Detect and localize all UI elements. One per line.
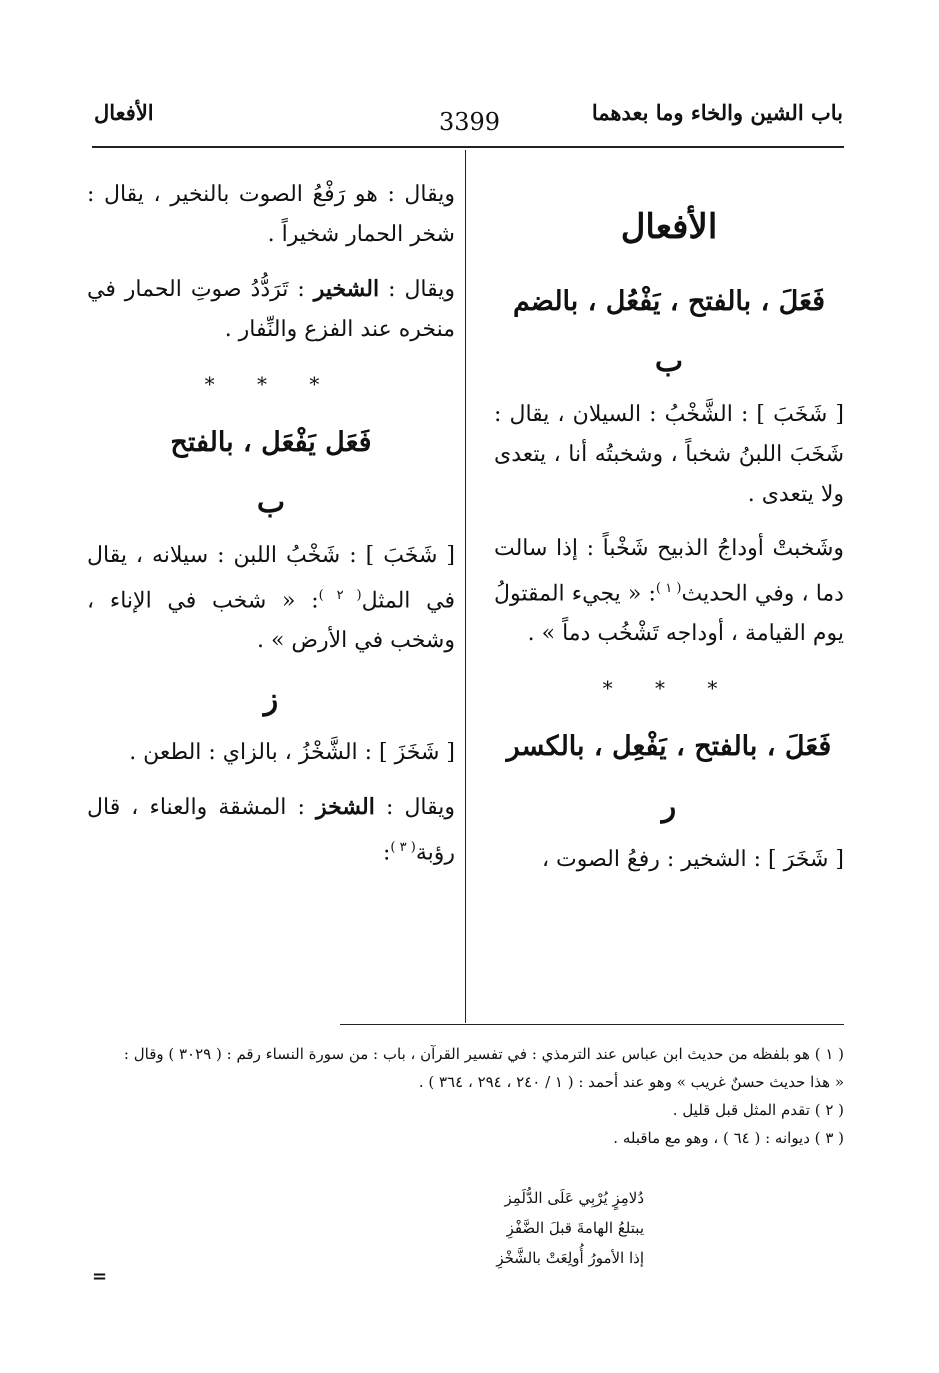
footnote-1-line-2: « هذا حديث حسنٌ غريب » وهو عند أحمد : ( ١ / ٢٤٠ ، ٢٩٤ ، ٣٦٤ ) .: [418, 1073, 844, 1091]
chapter-header: باب الشين والخاء وما بعدهما: [591, 100, 843, 125]
verse-line-1: دُلامِزٍ يُرْبِي عَلَى الدُّلَمِز: [504, 1189, 644, 1207]
column-divider: [465, 150, 466, 1023]
entry-text: وشَخبتْ أوداجُ الذبيح شَخْباً : إذا سالت دما ، وفي الحديث: [494, 536, 844, 607]
section-title-kasr: فَعَلَ ، بالفتح ، يَفْعِل ، بالكسر: [506, 731, 832, 763]
entry-text: : المشقة والعناء ، قال رؤبة: [87, 795, 455, 866]
section-separator: * * *: [204, 372, 338, 396]
end-mark: =: [92, 1266, 108, 1287]
entry-shakhb: [87, 536, 455, 661]
main-title: الأفعال: [620, 207, 718, 247]
section-separator: * * *: [602, 676, 736, 701]
entry-shakhz: [87, 787, 455, 873]
letter-heading-ba: ب: [256, 485, 286, 520]
entry-nakhir: ويقال : هو رَفْعُ الصوت بالنخير ، يقال : شخر الحمار شخيراً .: [87, 182, 455, 247]
entry-shakhaba: [ شَخَبَ ] : الشَّخْبُ : السيلان ، يقال : شَخَبَ اللبنُ شخباً ، وشخبتُه أنا ، يتعدى ولا يتعدى .: [494, 402, 844, 507]
letter-heading-ba: ب: [654, 344, 684, 379]
entry-text: [ شَخَبَ ] : شَخْبُ اللبن : سيلانه ، يقال في المثل: [87, 543, 455, 614]
section-header: الأفعال: [94, 100, 154, 125]
left-column: [87, 175, 455, 888]
section-title-fath: فَعَل يَفْعَل ، بالفتح: [170, 427, 372, 458]
footnote-1-line-1: ( ١ ) هو بلفظه من حديث ابن عباس عند الترمذي : في تفسير القرآن ، باب : من سورة النساء رقم : ( ٣٠٢٩ ) وقال :: [123, 1045, 844, 1063]
footnote-ref-3: ( ٣ ): [390, 840, 416, 856]
entry-shakhaza: [ شَخَزَ ] : الشَّخْزُ ، بالزاي : الطعن .: [129, 740, 455, 766]
footnotes: [92, 1040, 844, 1152]
entry-text: : « يجيء المقتولُ يوم القيامة ، أوداجه تَشْخُب دماً » .: [494, 581, 844, 647]
section-title-damm: فَعَلَ ، بالفتح ، يَفْعُل ، بالضم: [512, 286, 826, 317]
poem-verses: [284, 1183, 644, 1273]
entry-shakhabat: [494, 529, 844, 654]
entry-shakhara: [ شَخَرَ ] : الشخير : رفعُ الصوت ،: [541, 847, 844, 873]
letter-heading-zay: ز: [263, 682, 279, 718]
entry-text: : تَرَدُّدُ صوتِ الحمار في منخره عند الفزع والنِّفار .: [87, 277, 455, 342]
entry-text: ويقال :: [388, 277, 456, 302]
entry-term: الشخز: [316, 794, 375, 821]
entry-shakhir: [87, 269, 455, 350]
entry-term: الشخير: [313, 276, 380, 302]
footnote-rule: [340, 1024, 844, 1025]
right-column: [494, 175, 844, 894]
verse-line-2: يبتلعُ الهامةَ قبلَ الضَّفْزِ: [506, 1219, 644, 1237]
entry-text: :: [382, 840, 391, 866]
letter-heading-ra: ر: [661, 789, 677, 825]
footnote-2: ( ٢ ) تقدم المثل قبل قليل .: [672, 1101, 844, 1119]
entry-text: ويقال :: [385, 795, 456, 821]
footnote-ref-1: ( ١ ): [655, 581, 682, 596]
footnote-ref-2: ( ٢ ): [318, 588, 362, 603]
verse-line-3: إذا الأمورُ أُولِعَتْ بالشَّخْزِ: [496, 1249, 644, 1267]
page-number: 3399: [438, 108, 501, 136]
footnote-3: ( ٣ ) ديوانه : ( ٦٤ ) ، وهو مع ماقبله .: [613, 1129, 844, 1147]
header-rule: [92, 146, 844, 148]
entry-text: : « شخب في الإناء ، وشخب في الأرض » .: [87, 588, 455, 654]
